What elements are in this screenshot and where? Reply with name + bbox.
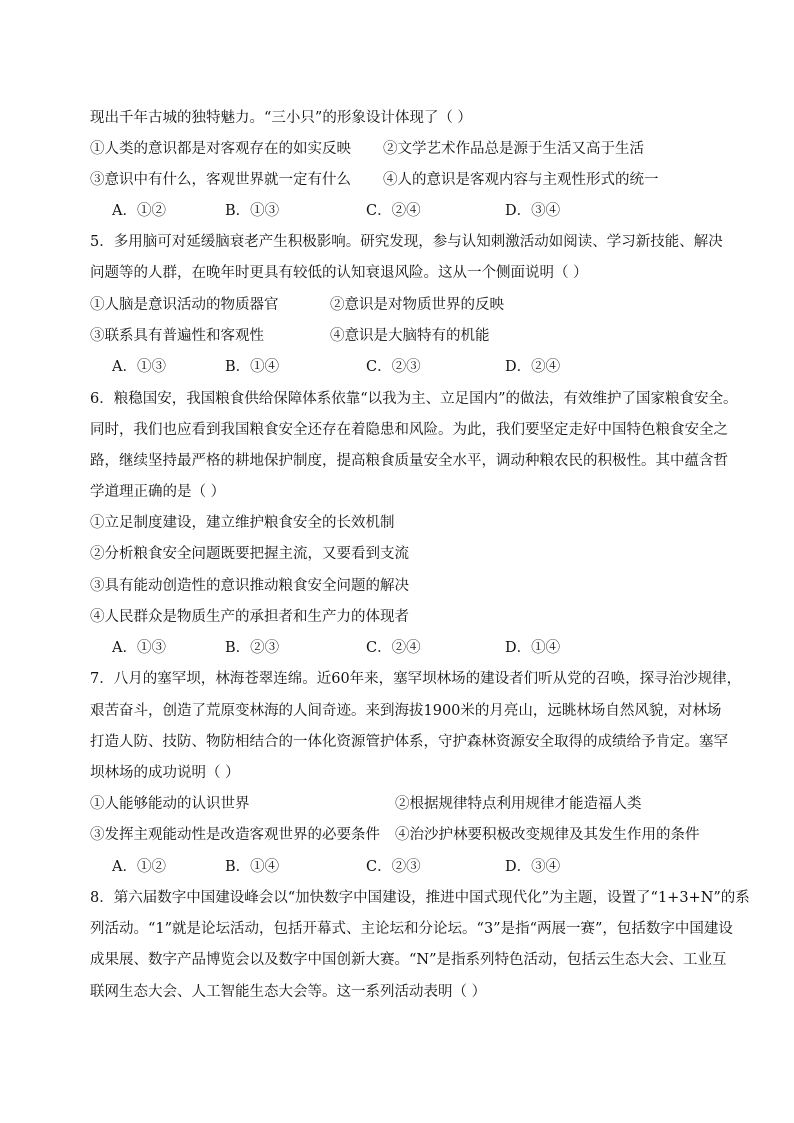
q4-option-2: ②文学艺术作品总是源于生活又高于生活 [383, 141, 644, 157]
q7-choice-a[interactable]: A．①② [112, 859, 166, 875]
q4-choice-a[interactable]: A．①② [112, 203, 166, 219]
q7-choice-d[interactable]: D．③④ [505, 859, 561, 875]
q5-stem-line-2: 问题等的人群，在晚年时更具有较低的认知衰退风险。这从一个侧面说明（ ） [90, 265, 588, 281]
q8-stem-line-1: 8．第六届数字中国建设峰会以“加快数字中国建设，推进中国式现代化”为主题，设置了“1+3+N”的系 [90, 890, 750, 906]
q7-stem-line-2: 艰苦奋斗，创造了荒原变林海的人间奇迹。来到海拔1900米的月亮山，远眺林场自然风貌，对林场 [90, 703, 722, 719]
q6-stem-line-4: 学道理正确的是（ ） [90, 484, 226, 500]
q7-option-1: ①人能够能动的认识世界 [90, 796, 250, 812]
q6-option-2: ②分析粮食安全问题既要把握主流，又要看到支流 [90, 546, 409, 562]
q7-choice-b[interactable]: B．①④ [225, 859, 280, 875]
q7-stem-line-1: 7．八月的塞罕坝，林海苍翠连绵。近60年来，塞罕坝林场的建设者们听从党的召唤，探寻治沙规律， [90, 671, 742, 687]
q7-choice-c[interactable]: C．②③ [366, 859, 421, 875]
q4-choice-d[interactable]: D．③④ [505, 203, 561, 219]
q4-option-1: ①人类的意识都是对客观存在的如实反映 [90, 141, 351, 157]
q6-choice-c[interactable]: C．②④ [366, 640, 421, 656]
q5-choice-b[interactable]: B．①④ [225, 359, 280, 375]
q5-stem-line-1: 5．多用脑可对延缓脑衰老产生积极影响。研究发现，参与认知刺激活动如阅读、学习新技能、解决 [90, 234, 723, 250]
q7-option-4: ④治沙护林要积极改变规律及其发生作用的条件 [395, 827, 700, 843]
q6-option-3: ③具有能动创造性的意识推动粮食安全问题的解决 [90, 578, 409, 594]
q5-choice-c[interactable]: C．②③ [366, 359, 421, 375]
q4-choice-c[interactable]: C．②④ [366, 203, 421, 219]
q5-choice-d[interactable]: D．②④ [505, 359, 561, 375]
q6-stem-line-3: 路，继续坚持最严格的耕地保护制度，提高粮食质量安全水平，调动种粮农民的积极性。其中蕴含哲 [90, 453, 728, 469]
q8-stem-line-2: 列活动。“1”就是论坛活动，包括开幕式、主论坛和分论坛。“3”是指“两展一赛”，包括数字中国建设 [90, 921, 733, 937]
q8-stem-line-3: 成果展、数字产品博览会以及数字中国创新大赛。“N”是指系列特色活动，包括云生态大会、工业互 [90, 952, 727, 968]
q5-choice-a[interactable]: A．①③ [112, 359, 166, 375]
q5-option-1: ①人脑是意识活动的物质器官 [90, 297, 279, 313]
q4-stem-tail: 现出千年古城的独特魅力。“三小只”的形象设计体现了（ ） [90, 110, 472, 126]
q6-option-1: ①立足制度建设，建立维护粮食安全的长效机制 [90, 515, 395, 531]
q6-choice-b[interactable]: B．②③ [225, 640, 280, 656]
q7-option-2: ②根据规律特点利用规律才能造福人类 [395, 796, 642, 812]
q4-option-3: ③意识中有什么，客观世界就一定有什么 [90, 172, 351, 188]
q6-option-4: ④人民群众是物质生产的承担者和生产力的体现者 [90, 609, 409, 625]
q8-stem-line-4: 联网生态大会、人工智能生态大会等。这一系列活动表明（ ） [90, 984, 487, 1000]
q6-stem-line-2: 同时，我们也应看到我国粮食安全还存在着隐患和风险。为此，我们要坚定走好中国特色粮食安全之 [90, 422, 728, 438]
q7-stem-line-4: 坝林场的成功说明（ ） [90, 765, 240, 781]
q5-option-4: ④意识是大脑特有的机能 [330, 328, 490, 344]
q4-option-4: ④人的意识是客观内容与主观性形式的统一 [383, 172, 659, 188]
q6-stem-line-1: 6．粮稳国安，我国粮食供给保障体系依靠“以我为主、立足国内”的做法，有效维护了国家粮食安全。 [90, 391, 738, 407]
q6-choice-d[interactable]: D．①④ [505, 640, 561, 656]
q7-stem-line-3: 打造人防、技防、物防相结合的一体化资源管护体系，守护森林资源安全取得的成绩给予肯定。塞罕 [90, 734, 728, 750]
q6-choice-a[interactable]: A．①③ [112, 640, 166, 656]
q7-option-3: ③发挥主观能动性是改造客观世界的必要条件 [90, 827, 380, 843]
q5-option-3: ③联系具有普遍性和客观性 [90, 328, 264, 344]
q4-choice-b[interactable]: B．①③ [225, 203, 280, 219]
q5-option-2: ②意识是对物质世界的反映 [330, 297, 504, 313]
